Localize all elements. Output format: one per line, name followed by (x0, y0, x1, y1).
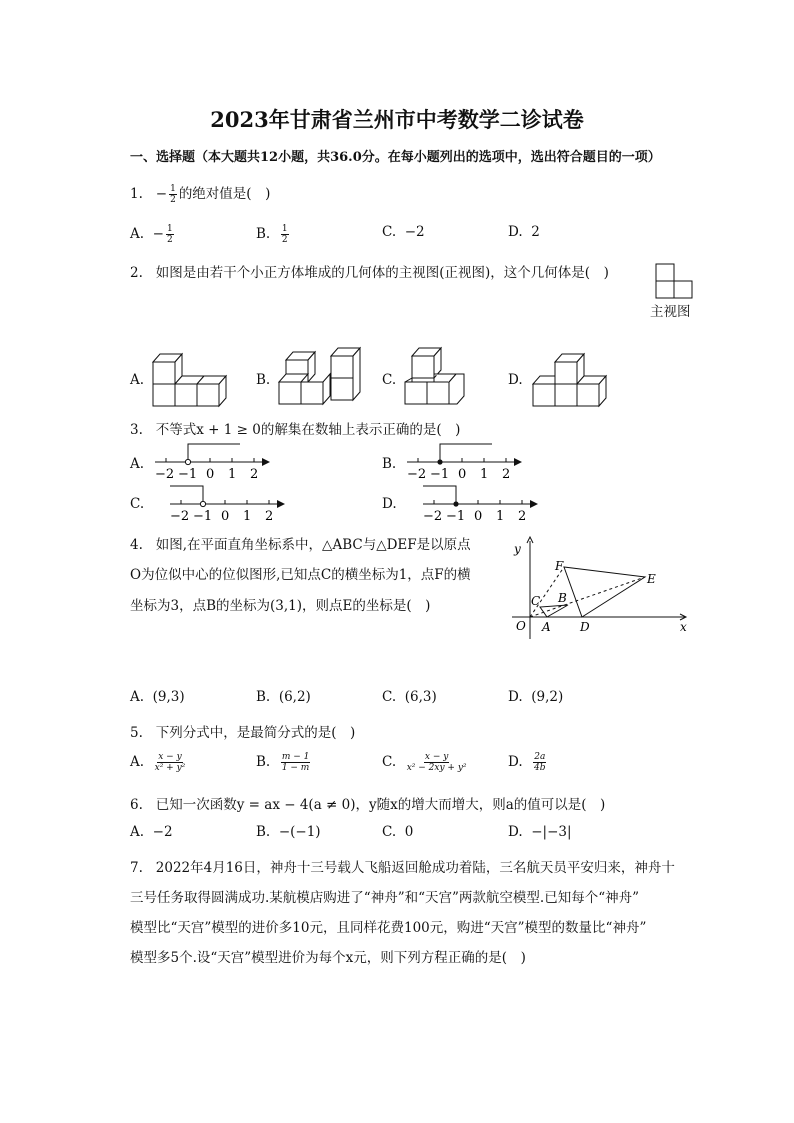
q6-option-c[interactable] (382, 824, 413, 840)
option-label: A. (130, 754, 145, 770)
q2-option-a-figure[interactable] (150, 350, 230, 410)
q5-option-c[interactable] (382, 752, 469, 773)
q1-fraction-den: 2 (170, 195, 176, 205)
fraction-num: m − 1 (281, 752, 310, 762)
option-label: C. (382, 824, 397, 840)
q4-option-c[interactable] (382, 689, 437, 705)
option-label: A. (130, 226, 145, 242)
fraction-num: 1 (281, 224, 288, 234)
tick-label: 2 (502, 467, 511, 482)
q1-fraction-num: 1 (170, 184, 176, 194)
tick-label: −2 (423, 509, 443, 524)
q4-coordinate-figure (500, 535, 695, 640)
option-value: (9,3) (152, 689, 185, 705)
tick-label: 1 (480, 467, 489, 482)
q2-option-c-label[interactable]: C. (382, 372, 397, 388)
question-6 (130, 793, 605, 813)
tick-label: 1 (496, 509, 505, 524)
q5-number: 5. (130, 725, 143, 741)
option-value: −|−3| (531, 824, 572, 840)
fraction-den: 2 (281, 235, 288, 245)
q6-text: 已知一次函数y = ax − 4(a ≠ 0)，y随x的增大而增大，则a的值可以是( ) (155, 797, 606, 813)
q2-option-b-label[interactable]: B. (256, 372, 271, 388)
question-7-line-3: 模型比“天宫”模型的进价多10元，且同样花费100元，购进“天宫”模型的数量比“神舟” (130, 920, 647, 936)
q1-option-d[interactable] (508, 224, 540, 240)
option-label: A. (130, 689, 145, 705)
option-value: (9,2) (531, 689, 564, 705)
question-7-line-4: 模型多5个.设“天宫”模型进价为每个x元，则下列方程正确的是( ) (130, 950, 526, 966)
tick-label: −1 (178, 467, 198, 482)
q2-text: 如图是由若干个小正方体堆成的几何体的主视图(正视图)，这个几何体是( ) (155, 265, 609, 281)
tick-label: −2 (407, 467, 427, 482)
option-label: C. (382, 754, 397, 770)
question-4-line-1 (130, 533, 471, 553)
option-label: D. (508, 224, 523, 240)
option-fraction (155, 752, 186, 773)
tick-label: −2 (170, 509, 190, 524)
question-4-line-2: O为位似中心的位似图形,已知点C的横坐标为1，点F的横 (130, 567, 471, 583)
option-label: D. (508, 689, 523, 705)
q2-option-d-figure[interactable] (530, 350, 610, 410)
q3-option-d-numberline[interactable] (418, 482, 548, 522)
option-label: A. (130, 824, 145, 840)
fraction-num: 1 (166, 224, 173, 234)
option-fraction (533, 752, 546, 773)
q5-option-a[interactable] (130, 752, 187, 773)
question-4-line-3: 坐标为3，点B的坐标为(3,1)，则点E的坐标是( ) (130, 598, 431, 614)
q1-neg: − (155, 186, 168, 202)
q4-option-b[interactable] (256, 689, 311, 705)
tick-label: −1 (430, 467, 450, 482)
q5-text: 下列分式中，是最简分式的是( ) (155, 725, 356, 741)
q2-option-d-label[interactable]: D. (508, 372, 523, 388)
q1-option-a[interactable] (130, 224, 176, 245)
tick-label: 0 (206, 467, 215, 482)
tick-label: −1 (446, 509, 466, 524)
q1-fraction (169, 184, 177, 205)
q4-option-d[interactable] (508, 689, 563, 705)
fig-label-d: D (580, 620, 590, 634)
option-value: −2 (152, 824, 173, 840)
q2-view-label: 主视图 (650, 304, 691, 320)
q2-option-c-figure[interactable] (402, 348, 472, 410)
q4-option-a[interactable] (130, 689, 185, 705)
option-value: −(−1) (278, 824, 321, 840)
option-label: B. (256, 754, 271, 770)
fraction-den: 1 − m (281, 763, 310, 773)
q3-option-b-label[interactable]: B. (382, 456, 397, 472)
option-fraction (281, 752, 311, 773)
q3-text: 不等式x + 1 ≥ 0的解集在数轴上表示正确的是( ) (155, 422, 461, 438)
q5-option-d[interactable] (508, 752, 548, 773)
fig-label-o: O (516, 619, 526, 633)
option-label: B. (256, 226, 271, 242)
option-label: C. (382, 224, 397, 240)
fraction-num: 2a (534, 752, 546, 762)
fig-label-c: C (531, 594, 541, 608)
fig-label-a: A (542, 620, 551, 634)
q3-option-d-label[interactable]: D. (382, 496, 397, 512)
q7-text: 2022年4月16日，神舟十三号载人飞船返回舱成功着陆，三名航天员平安归来，神舟十 (155, 860, 675, 876)
fig-label-b: B (558, 591, 567, 605)
tick-label: −1 (193, 509, 213, 524)
tick-label: 2 (265, 509, 274, 524)
option-value: 0 (404, 824, 414, 840)
q6-option-d[interactable] (508, 824, 572, 840)
fig-label-y: y (514, 542, 521, 556)
q1-option-b[interactable] (256, 224, 291, 245)
fig-label-x: x (680, 620, 687, 634)
option-neg: − (152, 226, 164, 242)
fig-label-f: F (555, 559, 564, 573)
section-heading: 一、选择题（本大题共12小题，共36.0分。在每小题列出的选项中，选出符合题目的一项） (130, 150, 661, 165)
q1-option-c[interactable] (382, 224, 425, 240)
q6-option-a[interactable] (130, 824, 173, 840)
q5-option-b[interactable] (256, 752, 312, 773)
fraction-num: x − y (158, 752, 182, 762)
q1-text: 的绝对值是( ) (178, 186, 271, 202)
fraction-den: x² + y² (154, 763, 186, 773)
question-7-line-1 (130, 856, 675, 876)
question-5 (130, 721, 355, 741)
option-fraction (166, 224, 174, 245)
fraction-den: x² − 2xy + y² (406, 763, 467, 773)
q3-option-c-label[interactable]: C. (130, 496, 145, 512)
tick-label: 1 (243, 509, 252, 524)
q3-option-a-label[interactable]: A. (130, 456, 145, 472)
fraction-num: x − y (424, 752, 449, 762)
question-1 (130, 182, 270, 205)
tick-label: 0 (474, 509, 483, 524)
q4-number: 4. (130, 537, 143, 553)
q1-number: 1. (130, 186, 143, 202)
fig-label-e: E (647, 572, 656, 586)
q6-number: 6. (130, 797, 143, 813)
q3-option-b-numberline[interactable] (402, 440, 532, 480)
tick-label: 2 (250, 467, 259, 482)
fraction-den: 4b (534, 763, 546, 773)
option-fraction (281, 224, 289, 245)
question-2 (130, 261, 609, 281)
option-value: (6,3) (404, 689, 437, 705)
q7-number: 7. (130, 860, 143, 876)
option-label: C. (382, 689, 397, 705)
option-label: B. (256, 689, 271, 705)
q2-number: 2. (130, 265, 143, 281)
page-title: 2023年甘肃省兰州市中考数学二诊试卷 (210, 107, 584, 132)
option-label: D. (508, 824, 523, 840)
q3-option-c-numberline[interactable] (165, 482, 295, 522)
question-7-line-2: 三号任务取得圆满成功.某航模店购进了“神舟”和“天宫”两款航空模型.已知每个“神舟” (130, 890, 639, 906)
q2-option-b-figure[interactable] (276, 348, 366, 410)
tick-label: 0 (458, 467, 467, 482)
option-value: −2 (404, 224, 425, 240)
option-value: (6,2) (278, 689, 311, 705)
q3-number: 3. (130, 422, 143, 438)
tick-label: 2 (518, 509, 527, 524)
q3-option-a-numberline[interactable] (150, 440, 280, 480)
fraction-den: 2 (166, 235, 173, 245)
tick-label: −2 (155, 467, 175, 482)
q4-text: 如图,在平面直角坐标系中，△ABC与△DEF是以原点 (155, 537, 471, 553)
question-3 (130, 418, 460, 438)
q2-front-view-figure (654, 262, 694, 300)
q6-option-b[interactable] (256, 824, 321, 840)
tick-label: 0 (221, 509, 230, 524)
option-label: D. (508, 754, 523, 770)
tick-label: 1 (228, 467, 237, 482)
q2-option-a-label[interactable]: A. (130, 372, 145, 388)
option-value: 2 (531, 224, 540, 240)
option-fraction (407, 752, 467, 773)
option-label: B. (256, 824, 271, 840)
